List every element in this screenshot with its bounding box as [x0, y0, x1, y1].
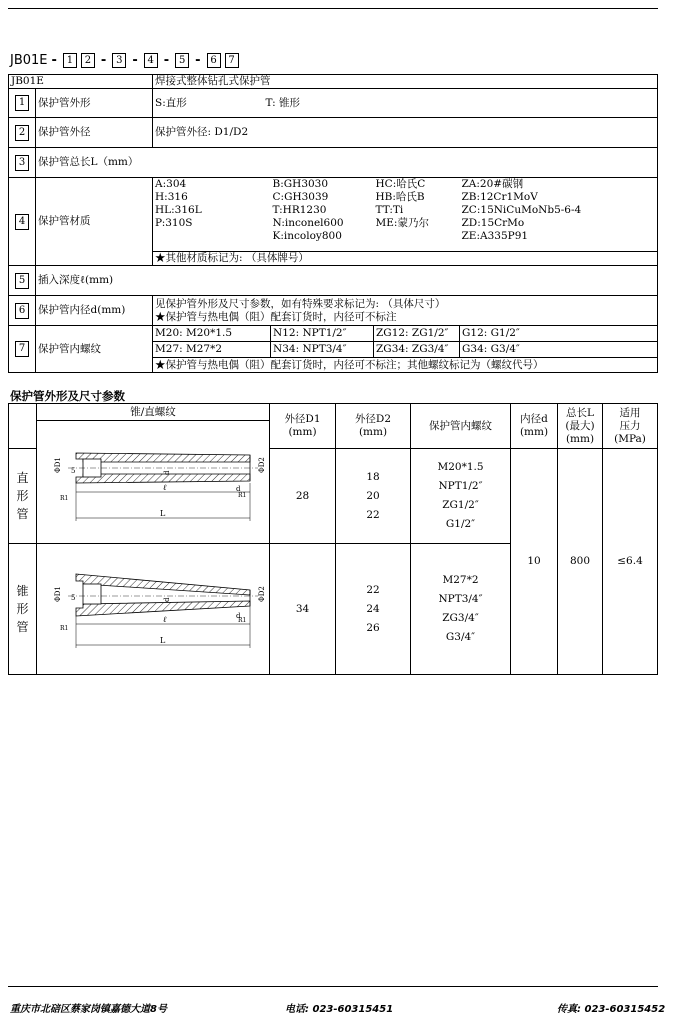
footer-phone: 电话: 023-60315451: [285, 1004, 394, 1015]
label-5: 5: [70, 594, 75, 602]
length-max: (最大): [565, 419, 595, 432]
inner-d-header: 内径d: [520, 413, 548, 425]
thread-option: G34: G3/4″: [460, 342, 658, 358]
code-box-3: 3: [112, 53, 126, 68]
shared-inner-d: 10: [511, 449, 558, 675]
code-box-6: 6: [207, 53, 221, 68]
outer-diameter-value: 保护管外径: D1/D2: [153, 118, 658, 148]
shape-option-tapered: T: 锥形: [265, 96, 300, 109]
pressure-header-2: 压力: [619, 419, 641, 432]
inner-diameter-note-1: 见保护管外形及尺寸参数，如有特殊要求标记为: （具体尺寸）: [155, 297, 446, 310]
tapered-shape-label: 锥 形 管: [9, 544, 37, 675]
straight-d1: 28: [270, 449, 336, 544]
inner-diameter-note-2: ★保护管与热电偶（阻）配套订货时，内径可不标注: [155, 310, 397, 323]
material-note: ★其他材质标记为: （具体牌号）: [153, 252, 658, 266]
label-d-bottom: d: [235, 612, 240, 620]
thread-option: ZG12: ZG1/2″: [374, 326, 460, 342]
straight-drawing: [37, 421, 270, 544]
pressure-unit: (MPa): [614, 432, 646, 445]
label-r1-b: R1: [237, 617, 246, 624]
tapered-d1: 34: [270, 544, 336, 675]
top-rule: [8, 8, 658, 9]
material-group-2: B:GH3030 C:GH3039 T:HR1230 N:inconel600 K:incoloy800: [271, 178, 374, 252]
straight-thread-list: M20*1.5 NPT1/2″ ZG1/2″ G1/2″: [411, 449, 511, 544]
label-r1-a: R1: [59, 495, 68, 502]
inner-d-unit: (mm): [519, 426, 549, 438]
footer-rule: [8, 986, 658, 987]
row-label: 保护管材质: [36, 178, 153, 266]
tapered-d2-list: 22 24 26: [336, 544, 411, 675]
model-code: JB01E - 1 2 - 3 - 4 - 5 - 6 7: [10, 52, 241, 68]
label-d2: ΦD2: [257, 457, 266, 473]
d1-unit: (mm): [288, 426, 317, 438]
row-label: 保护管外形: [36, 89, 153, 118]
footer-address: 重庆市北碚区蔡家岗镇嘉德大道8号: [10, 1004, 167, 1015]
thread-option: G12: G1/2″: [460, 326, 658, 342]
label-d: d: [162, 470, 171, 475]
shared-pressure: ≤6.4: [603, 449, 658, 675]
table-title: 焊接式整体钻孔式保护管: [153, 75, 658, 89]
code-box-4: 4: [144, 53, 158, 68]
table-code: JB01E: [9, 75, 153, 89]
label-d1: ΦD1: [53, 457, 62, 473]
label-d-bottom: d: [235, 485, 240, 493]
length-unit: (mm): [565, 432, 595, 445]
footer-fax: 传真: 023-60315452: [557, 1004, 666, 1015]
dimension-table: [8, 403, 658, 675]
straight-shape-label: 直 形 管: [9, 449, 37, 544]
tapered-drawing: [37, 544, 270, 675]
label-l-total: L: [159, 636, 165, 645]
section-title: 保护管外形及尺寸参数: [10, 389, 125, 403]
selection-table: [8, 74, 658, 373]
row-label: 保护管总长L（mm）: [36, 148, 658, 178]
pressure-header-1: 适用: [619, 406, 641, 419]
row-label: 保护管内径d(mm): [36, 296, 153, 326]
shape-header: 锥/直螺纹: [37, 404, 270, 421]
row-number: 7: [15, 341, 29, 357]
thread-option: ZG34: ZG3/4″: [374, 342, 460, 358]
label-l-insert: ℓ: [162, 483, 166, 492]
row-number: 5: [15, 273, 29, 289]
row-number: 6: [15, 303, 29, 319]
d2-header: 外径D2: [354, 413, 392, 425]
row-label: 保护管内螺纹: [36, 326, 153, 373]
thread-note: ★保护管与热电偶（阻）配套订货时，内径可不标注；其他螺纹标记为（螺纹代号）: [153, 358, 658, 373]
label-5: 5: [70, 467, 75, 475]
model-prefix: JB01E: [10, 52, 48, 68]
row-number: 2: [15, 125, 29, 141]
label-d1: ΦD1: [53, 586, 62, 602]
thread-option: M27: M27*2: [153, 342, 271, 358]
row-label: 插入深度ℓ(mm): [36, 266, 658, 296]
material-group-3: HC:哈氏C HB:哈氏B TT:Ti ME:蒙乃尔: [374, 178, 460, 252]
thread-header: 保护管内螺纹: [411, 404, 511, 449]
label-l-insert: ℓ: [162, 615, 166, 624]
thread-option: N12: NPT1/2″: [271, 326, 374, 342]
label-l-total: L: [159, 509, 165, 518]
row-number: 4: [15, 214, 29, 230]
material-group-1: A:304 H:316 HL:316L P:310S: [153, 178, 271, 252]
straight-d2-list: 18 20 22: [336, 449, 411, 544]
tapered-thread-list: M27*2 NPT3/4″ ZG3/4″ G3/4″: [411, 544, 511, 675]
row-label: 保护管外径: [36, 118, 153, 148]
d1-header: 外径D1: [284, 413, 321, 425]
material-group-4: ZA:20#碳钢 ZB:12Cr1MoV ZC:15NiCuMoNb5-6-4 ZD:15CrMo ZE:A335P91: [460, 178, 658, 252]
shape-option-straight: S:直形: [155, 96, 187, 109]
row-number: 1: [15, 95, 29, 111]
label-r1-a: R1: [59, 625, 68, 632]
thread-option: N34: NPT3/4″: [271, 342, 374, 358]
thread-option: M20: M20*1.5: [153, 326, 271, 342]
code-box-2: 2: [81, 53, 95, 68]
label-d2: ΦD2: [257, 586, 266, 602]
code-box-1: 1: [63, 53, 77, 68]
code-box-7: 7: [225, 53, 239, 68]
d2-unit: (mm): [358, 426, 388, 438]
label-d: d: [162, 597, 171, 602]
length-header: 总长L: [566, 406, 594, 419]
row-number: 3: [15, 155, 29, 171]
label-r1-b: R1: [237, 492, 246, 499]
shared-length: 800: [558, 449, 603, 675]
code-box-5: 5: [175, 53, 189, 68]
